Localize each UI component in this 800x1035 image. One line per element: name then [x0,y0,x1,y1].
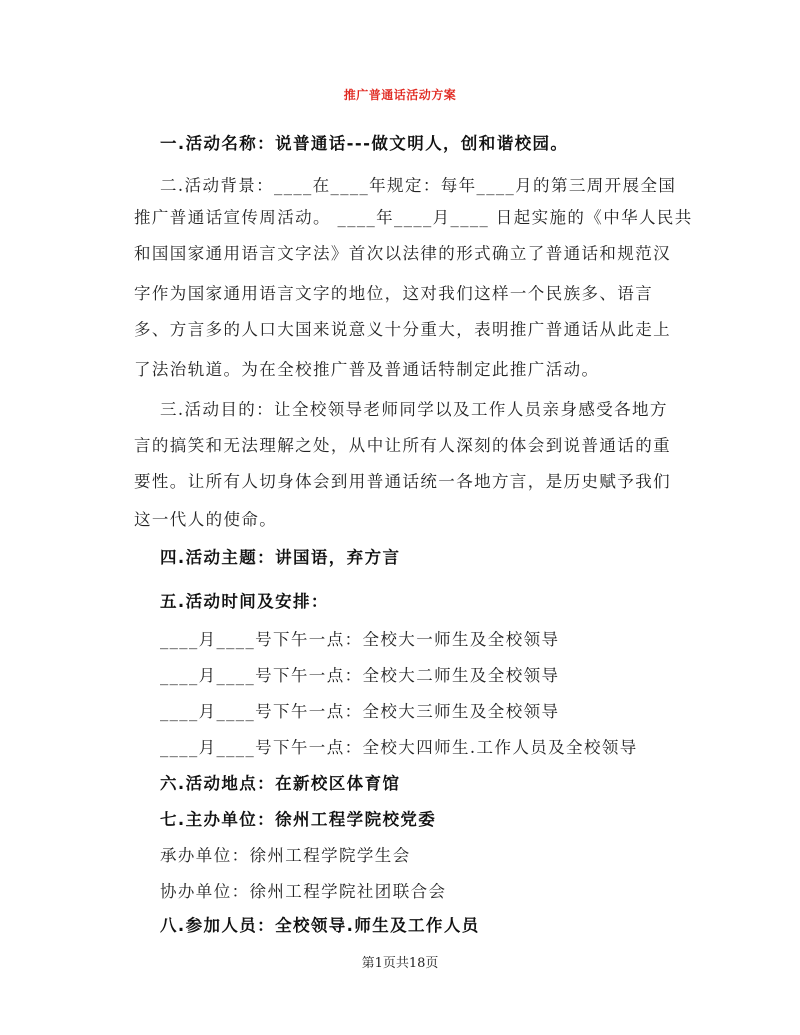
document-title: 推广普通话活动方案 [343,88,457,102]
section-purpose-line: 三.活动目的：让全校领导老师同学以及工作人员亲身感受各地方 [160,400,668,419]
paragraph-line: 要性。让所有人切身体会到用普通话统一各地方言，是历史赋予我们 [134,472,671,491]
section-schedule-heading: 五.活动时间及安排： [160,592,329,611]
schedule-item: ____月____号下午一点：全校大一师生及全校领导 [160,630,560,649]
schedule-item: ____月____号下午一点：全校大二师生及全校领导 [160,666,560,685]
paragraph-line: 推广普通话宣传周活动。 ____年____月____ 日起实施的《中华人民共 [134,208,693,227]
schedule-item: ____月____号下午一点：全校大三师生及全校领导 [160,702,560,721]
paragraph-line: 字作为国家通用语言文字的地位，这对我们这样一个民族多、语言 [134,284,654,303]
section-organizer: 七.主办单位：徐州工程学院校党委 [160,810,437,829]
paragraph-line: 言的搞笑和无法理解之处，从中让所有人深刻的体会到说普通话的重 [134,436,671,455]
paragraph-line: 这一代人的使命。 [134,510,278,529]
paragraph-line: 了法治轨道。为在全校推广普及普通话特制定此推广活动。 [134,360,600,379]
section-background-line: 二.活动背景：____在____年规定：每年____月的第三周开展全国 [160,176,677,195]
assisting-organizer: 协办单位：徐州工程学院社团联合会 [160,882,447,901]
paragraph-line: 和国国家通用语言文字法》首次以法律的形式确立了普通话和规范汉 [134,244,671,263]
section-participants: 八.参加人员：全校领导.师生及工作人员 [160,916,480,935]
section-activity-name: 一.活动名称：说普通话---做文明人，创和谐校园。 [160,134,569,153]
schedule-item: ____月____号下午一点：全校大四师生.工作人员及全校领导 [160,738,638,757]
section-location: 六.活动地点：在新校区体育馆 [160,774,401,793]
section-theme: 四.活动主题：讲国语，弃方言 [160,548,401,567]
paragraph-line: 多、方言多的人口大国来说意义十分重大，表明推广普通话从此走上 [134,320,671,339]
page-number: 第1页共18页 [361,956,439,971]
co-organizer: 承办单位：徐州工程学院学生会 [160,846,411,865]
